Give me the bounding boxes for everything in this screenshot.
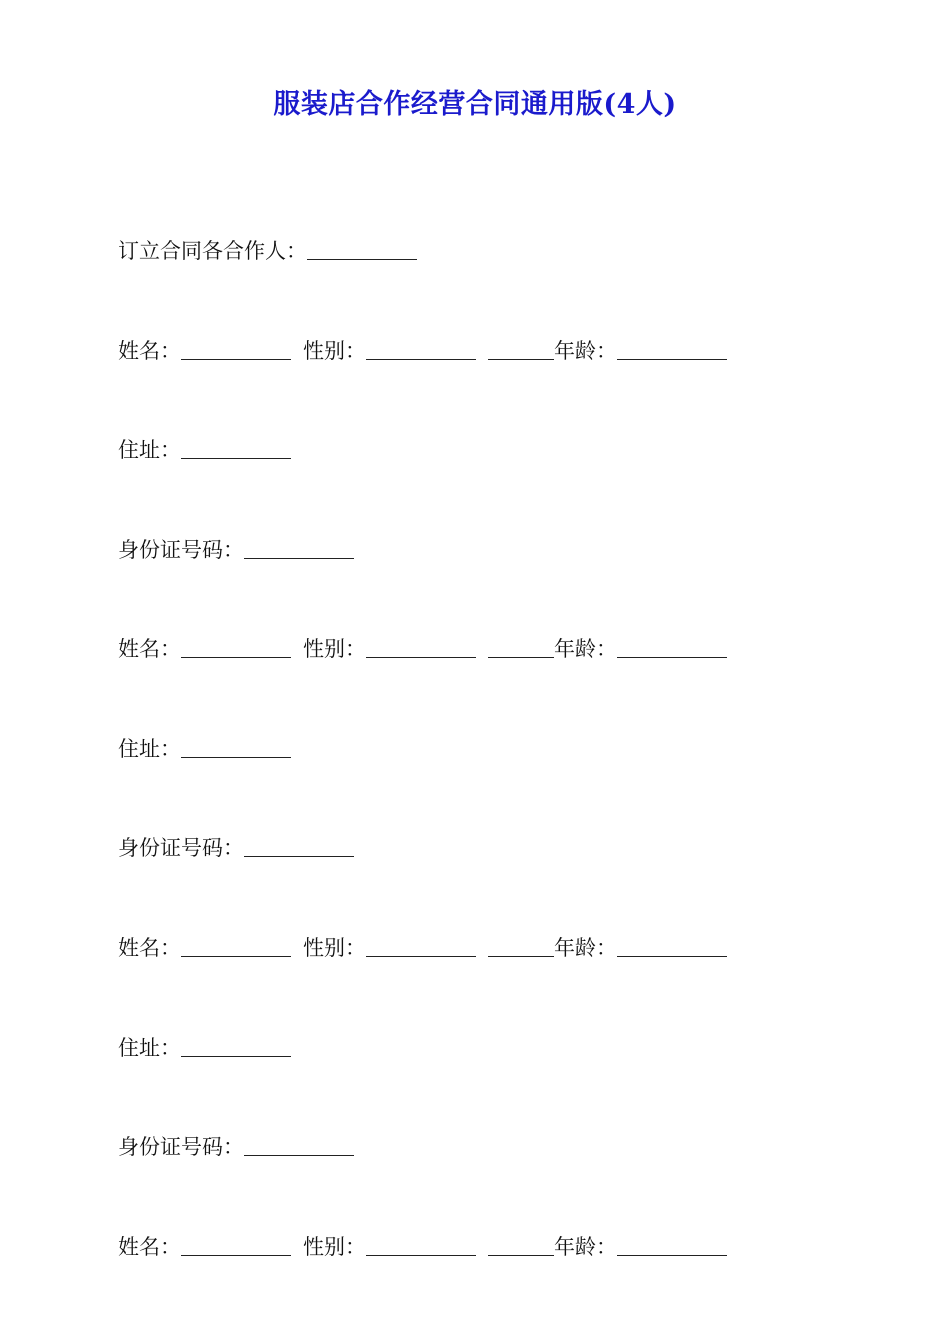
gender-label: 性别： bbox=[303, 936, 366, 960]
name-label: 姓名： bbox=[118, 339, 181, 363]
gender-blank bbox=[366, 339, 476, 360]
gender-blank bbox=[366, 1235, 476, 1256]
pre-age-blank bbox=[488, 1235, 554, 1256]
address-blank bbox=[181, 438, 291, 459]
address-blank bbox=[181, 1036, 291, 1057]
name-label: 姓名： bbox=[118, 936, 181, 960]
person-2-name-row bbox=[118, 635, 727, 663]
id-number-blank bbox=[244, 836, 354, 857]
address-label: 住址： bbox=[118, 1036, 181, 1060]
id-number-label: 身份证号码： bbox=[118, 538, 244, 562]
intro-line bbox=[118, 237, 417, 265]
name-label: 姓名： bbox=[118, 637, 181, 661]
person-2-address-row bbox=[118, 735, 291, 763]
id-number-blank bbox=[244, 538, 354, 559]
person-1-id-row bbox=[118, 536, 354, 564]
age-blank bbox=[617, 936, 727, 957]
gender-blank bbox=[366, 637, 476, 658]
age-blank bbox=[617, 339, 727, 360]
pre-age-blank bbox=[488, 637, 554, 658]
person-3-address-row bbox=[118, 1034, 291, 1062]
document-title: 服装店合作经营合同通用版(4人) bbox=[273, 89, 677, 120]
age-label: 年龄： bbox=[554, 339, 617, 363]
gender-label: 性别： bbox=[303, 1235, 366, 1259]
person-4-name-row bbox=[118, 1233, 727, 1261]
age-blank bbox=[617, 637, 727, 658]
pre-age-blank bbox=[488, 936, 554, 957]
person-3-name-row bbox=[118, 934, 727, 962]
age-label: 年龄： bbox=[554, 637, 617, 661]
name-blank bbox=[181, 936, 291, 957]
age-label: 年龄： bbox=[554, 936, 617, 960]
name-blank bbox=[181, 339, 291, 360]
parties-blank bbox=[307, 239, 417, 260]
address-label: 住址： bbox=[118, 737, 181, 761]
name-label: 姓名： bbox=[118, 1235, 181, 1259]
person-3-id-row bbox=[118, 1133, 354, 1161]
person-1-address-row bbox=[118, 436, 291, 464]
id-number-label: 身份证号码： bbox=[118, 1135, 244, 1159]
id-number-blank bbox=[244, 1135, 354, 1156]
name-blank bbox=[181, 1235, 291, 1256]
pre-age-blank bbox=[488, 339, 554, 360]
age-blank bbox=[617, 1235, 727, 1256]
intro-label: 订立合同各合作人： bbox=[118, 239, 307, 263]
name-blank bbox=[181, 637, 291, 658]
gender-blank bbox=[366, 936, 476, 957]
gender-label: 性别： bbox=[303, 339, 366, 363]
gender-label: 性别： bbox=[303, 637, 366, 661]
age-label: 年龄： bbox=[554, 1235, 617, 1259]
address-label: 住址： bbox=[118, 438, 181, 462]
id-number-label: 身份证号码： bbox=[118, 836, 244, 860]
address-blank bbox=[181, 737, 291, 758]
person-1-name-row bbox=[118, 337, 727, 365]
person-2-id-row bbox=[118, 834, 354, 862]
